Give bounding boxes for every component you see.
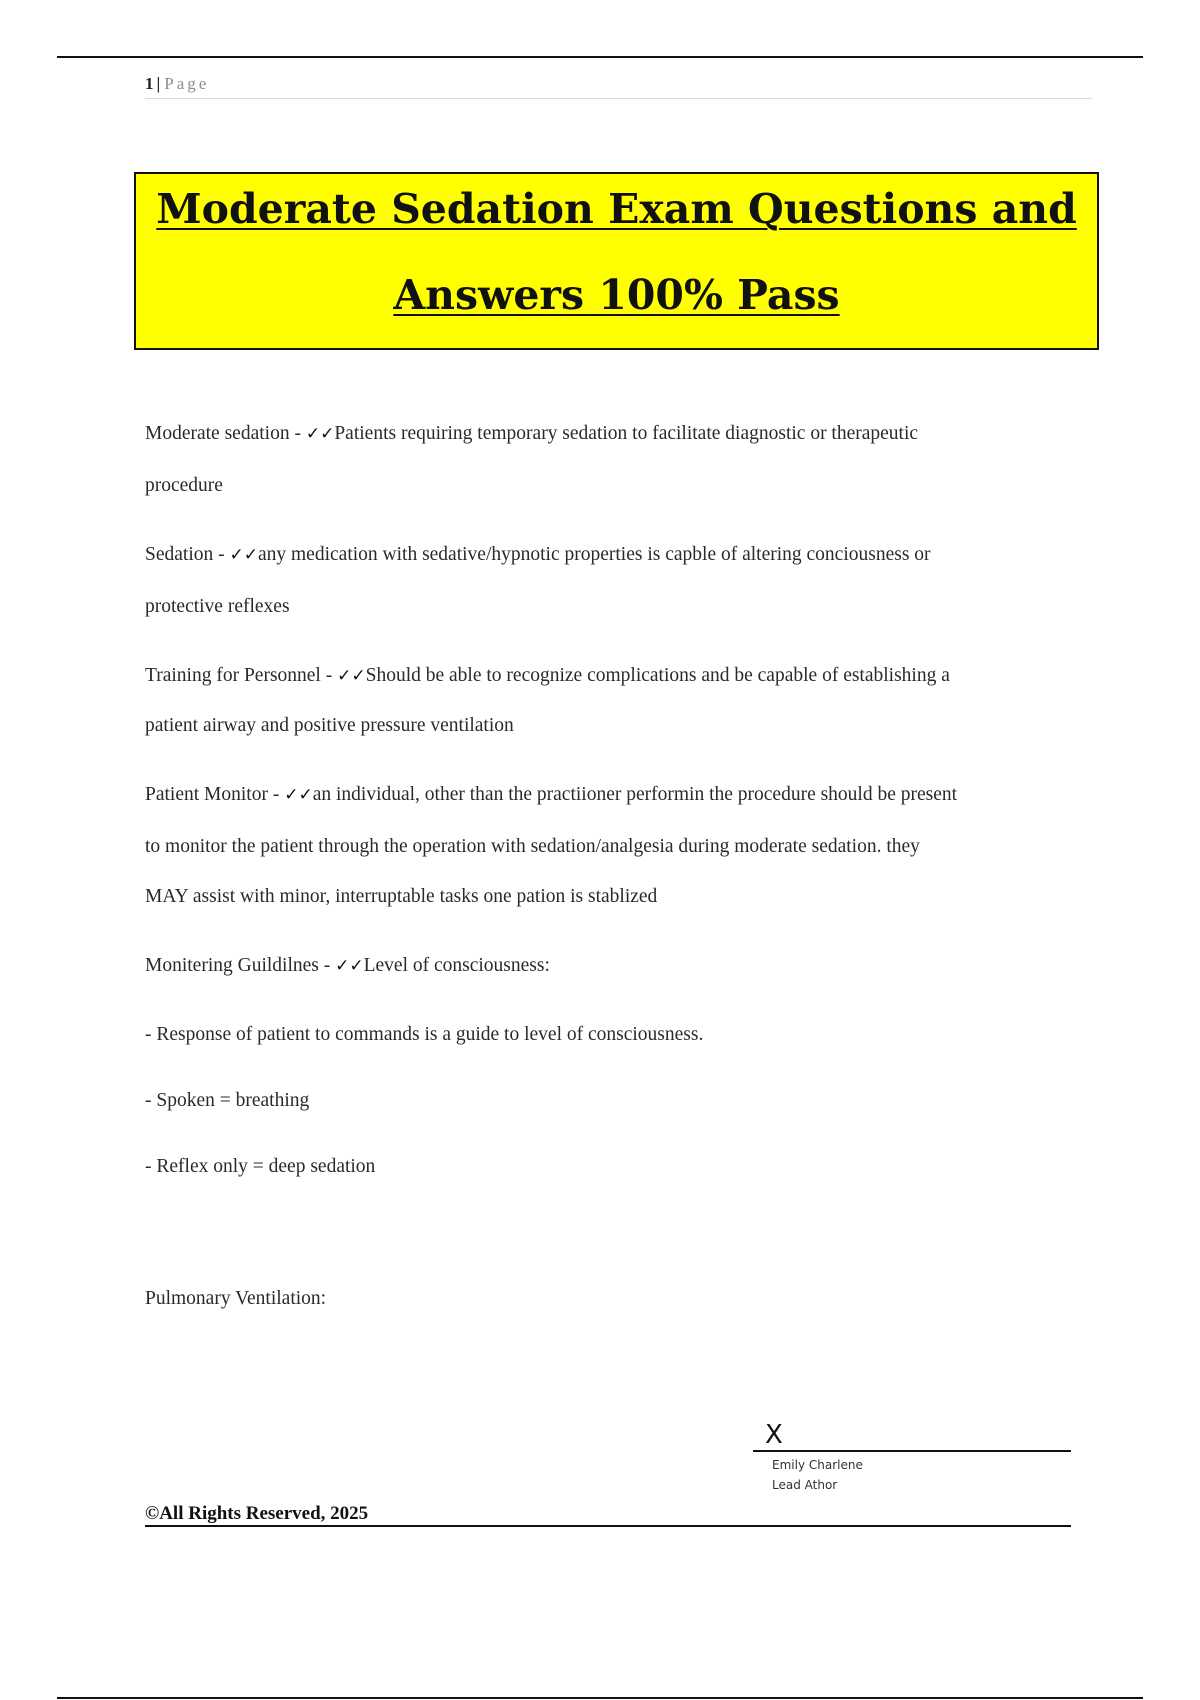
entry-continuation: to monitor the patient through the operation with sedation/analgesia during moderate sedation. they bbox=[145, 836, 920, 857]
signature-mark: X bbox=[765, 1420, 783, 1450]
document-title-line-2: Answers 100% Pass bbox=[393, 271, 840, 319]
top-page-rule bbox=[57, 56, 1143, 58]
double-check-icon: ✓✓ bbox=[337, 666, 366, 686]
bottom-page-rule bbox=[57, 1697, 1143, 1699]
double-check-icon: ✓✓ bbox=[335, 956, 364, 976]
entry-definition: an individual, other than the practiioner performin the procedure should be present bbox=[312, 784, 958, 805]
signature-role: Lead Athor bbox=[772, 1478, 838, 1492]
entry-term: Sedation - bbox=[145, 544, 230, 565]
entry-term: Monitering Guildilnes - bbox=[145, 955, 336, 976]
entry-continuation: MAY assist with minor, interruptable tasks one pation is stablized bbox=[145, 886, 658, 907]
entry-monitoring-guidelines bbox=[145, 953, 550, 979]
entry-term: Moderate sedation - bbox=[145, 423, 306, 444]
page-number: 1 bbox=[145, 74, 154, 93]
title-banner bbox=[134, 172, 1099, 350]
entry-continuation: procedure bbox=[145, 475, 223, 496]
entry-term: Training for Personnel - bbox=[145, 665, 338, 686]
footer-rule bbox=[145, 1525, 1071, 1527]
double-check-icon: ✓✓ bbox=[305, 424, 335, 444]
page-label: Page bbox=[164, 74, 210, 93]
copyright-notice: ©All Rights Reserved, 2025 bbox=[145, 1503, 369, 1524]
entry-continuation: patient airway and positive pressure ventilation bbox=[145, 715, 514, 736]
double-check-icon: ✓✓ bbox=[284, 785, 313, 805]
bullet-item: - Response of patient to commands is a guide to level of consciousness. bbox=[145, 1024, 704, 1045]
entry-training-for-personnel bbox=[145, 663, 950, 689]
entry-definition: any medication with sedative/hypnotic properties is capble of altering conciousness or bbox=[257, 544, 931, 565]
bullet-item: - Reflex only = deep sedation bbox=[145, 1156, 376, 1177]
entry-sedation bbox=[145, 542, 931, 568]
entry-term: Patient Monitor - bbox=[145, 784, 285, 805]
signature-name: Emily Charlene bbox=[772, 1458, 863, 1472]
signature-line bbox=[753, 1450, 1071, 1452]
document-title-line-1: Moderate Sedation Exam Questions and bbox=[156, 185, 1077, 233]
bullet-item: - Spoken = breathing bbox=[145, 1090, 310, 1111]
page-header bbox=[145, 72, 1092, 99]
entry-patient-monitor bbox=[145, 782, 957, 808]
entry-definition: Patients requiring temporary sedation to facilitate diagnostic or therapeutic bbox=[334, 423, 919, 444]
entry-definition: Level of consciousness: bbox=[363, 955, 550, 976]
entry-continuation: protective reflexes bbox=[145, 596, 290, 617]
entry-moderate-sedation bbox=[145, 421, 918, 447]
page-separator: | bbox=[156, 74, 161, 93]
section-heading: Pulmonary Ventilation: bbox=[145, 1288, 327, 1309]
entry-definition: Should be able to recognize complications and be capable of establishing a bbox=[365, 665, 950, 686]
double-check-icon: ✓✓ bbox=[229, 545, 258, 565]
